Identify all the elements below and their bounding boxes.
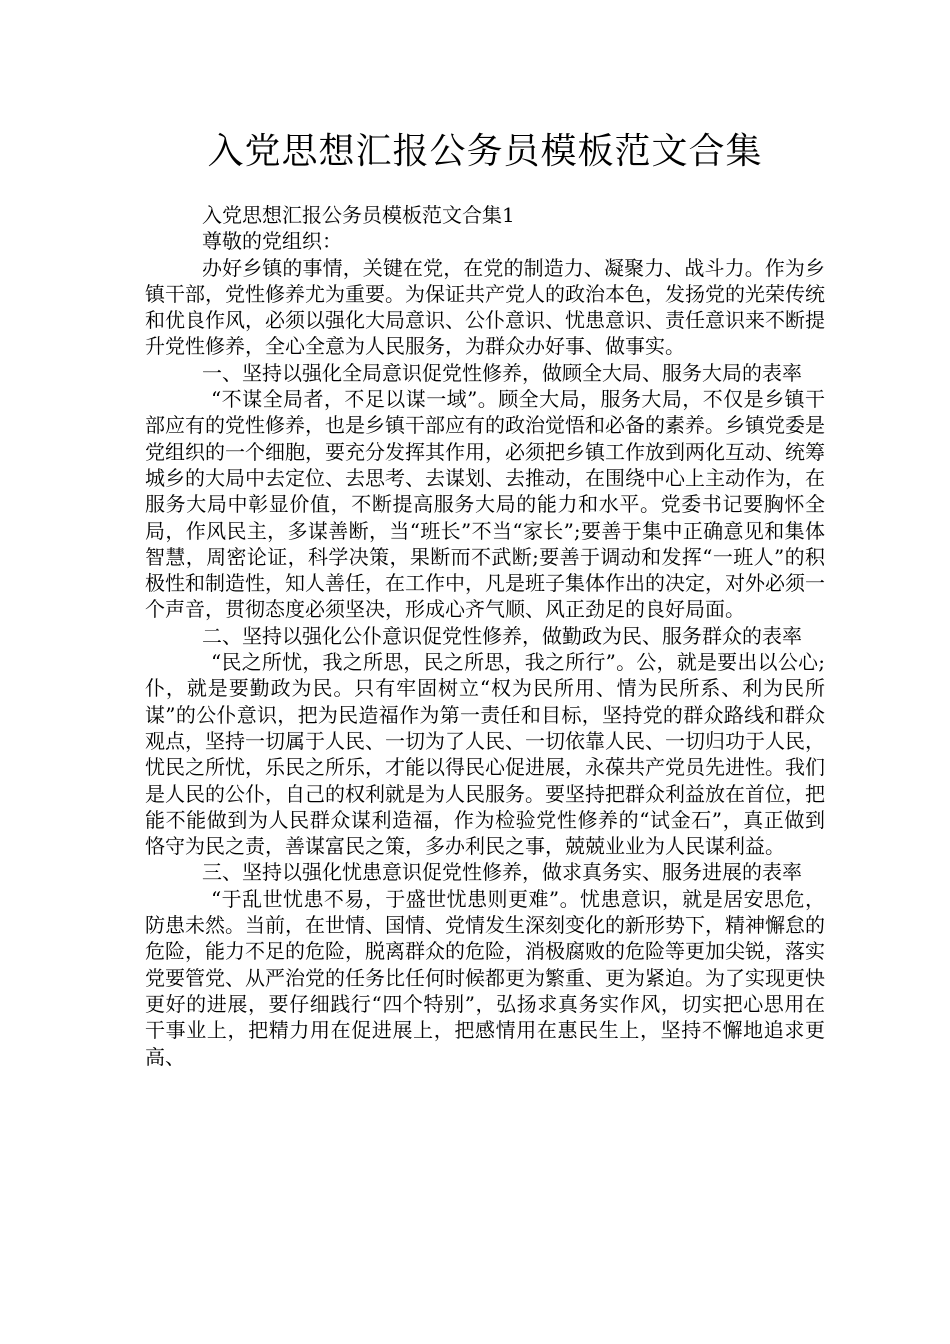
section-body-3: “于乱世忧患不易，于盛世忧患则更难”。忧患意识，就是居安思危，防患未然。当前，在世情、国情、党情发生深刻变化的新形势下，精神懈怠的危险，能力不足的危险，脱离群众的危险，消极腐败的危险等更加尖锐，落实党要管党、从严治党的任务比任何时候都更为繁重、更为紧迫。为了实现更快更好的进展，要仔细践行“四个特别”，弘扬求真务实作风，切实把心思用在干事业上，把精力用在促进展上，把感情用在惠民生上，坚持不懈地追求更高、	[145, 886, 825, 1069]
document-page	[145, 128, 825, 1070]
section-heading-1: 一、坚持以强化全局意识促党性修养，做顾全大局、服务大局的表率	[202, 360, 802, 385]
section-heading-2: 二、坚持以强化公仆意识促党性修养，做勤政为民、服务群众的表率	[202, 623, 802, 648]
section-body-2: “民之所忧，我之所思，民之所思，我之所行”。公，就是要出以公心;仆，就是要勤政为民。只有牢固树立“权为民所用、情为民所系、利为民所谋”的公仆意识，把为民造福作为第一责任和目标，坚持党的群众路线和群众观点，坚持一切属于人民、一切为了人民、一切依靠人民、一切归功于人民，忧民之所忧，乐民之所乐，才能以得民心促进展，永葆共产党员先进性。我们是人民的公仆，自己的权利就是为人民服务。要坚持把群众利益放在首位，把能不能做到为人民群众谋利造福，作为检验党性修养的“试金石”，真正做到恪守为民之责，善谋富民之策，多办利民之事，兢兢业业为人民谋利益。	[145, 650, 825, 859]
document-body	[145, 202, 825, 1070]
paragraph-intro: 办好乡镇的事情，关键在党，在党的制造力、凝聚力、战斗力。作为乡镇干部，党性修养尤为重要。为保证共产党人的政治本色，发扬党的光荣传统和优良作风，必须以强化大局意识、公仆意识、忧患意识、责任意识来不断提升党性修养，全心全意为人民服务，为群众办好事、做事实。	[145, 255, 825, 359]
section-body-1: “不谋全局者，不足以谋一域”。顾全大局，服务大局，不仅是乡镇干部应有的党性修养，也是乡镇干部应有的政治觉悟和必备的素养。乡镇党委是党组织的一个细胞，要充分发挥其作用，必须把乡镇工作放到两化互动、统筹城乡的大局中去定位、去思考、去谋划、去推动，在围绕中心上主动作为，在服务大局中彰显价值，不断提高服务大局的能力和水平。党委书记要胸怀全局，作风民主，多谋善断，当“班长”不当“家长”;要善于集中正确意见和集体智慧，周密论证，科学决策，果断而不武断;要善于调动和发挥“一班人”的积极性和制造性，知人善任，在工作中，凡是班子集体作出的决定，对外必须一个声音，贯彻态度必须坚决，形成心齐气顺、风正劲足的良好局面。	[145, 387, 825, 622]
paragraph-salutation: 尊敬的党组织：	[202, 229, 342, 254]
document-title: 入党思想汇报公务员模板范文合集	[207, 131, 763, 172]
section-heading-3: 三、坚持以强化忧患意识促党性修养，做求真务实、服务进展的表率	[202, 860, 802, 885]
paragraph-subtitle: 入党思想汇报公务员模板范文合集1	[202, 203, 515, 227]
